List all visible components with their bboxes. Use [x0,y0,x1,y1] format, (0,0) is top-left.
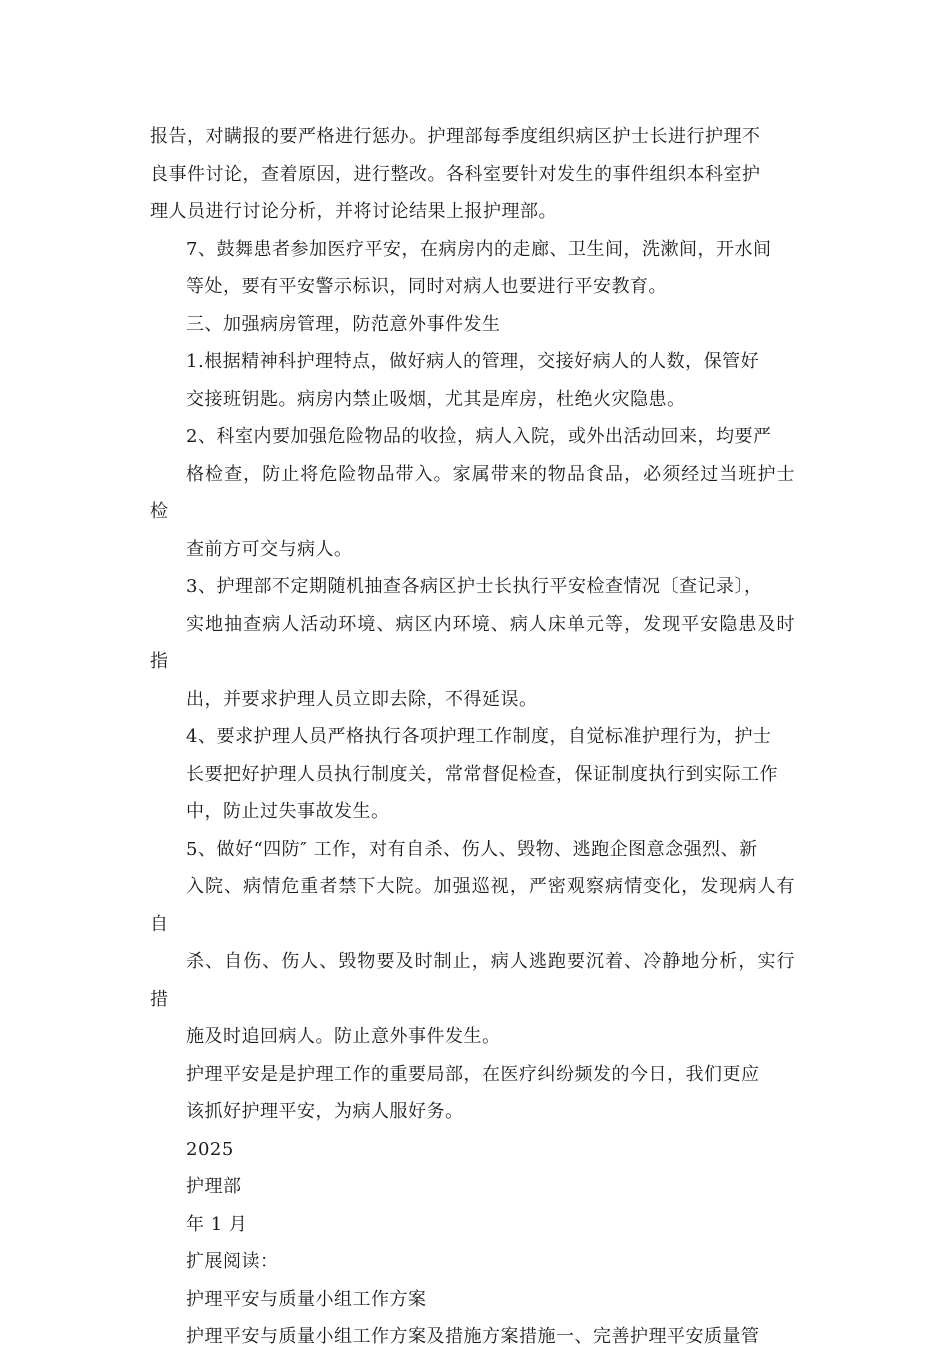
text-line: 中，防止过失事故发生。 [186,801,390,822]
text-line: 查前方可交与病人。 [186,538,353,560]
text-line: 3、护理部不定期随机抽查各病区护士长执行平安检查情况〔查记录〕， [186,576,763,597]
paragraph [150,718,795,831]
text-line: 该抓好护理平安，为病人服好务。 [186,1101,464,1122]
paragraph [150,1206,795,1244]
paragraph [150,306,795,344]
text-line: 4、要求护理人员严格执行各项护理工作制度，自觉标准护理行为，护士 [186,726,772,747]
text-line: 格检查，防止将危险物品带入。家属带来的物品食品，必须经过当班护士检 [150,463,795,522]
text-line: 护理平安与质量小组工作方案 [186,1288,427,1310]
paragraph [150,418,795,568]
text-line: 7、鼓舞患者参加医疗平安，在病房内的走廊、卫生间，洗漱间，开水间 [186,238,772,260]
paragraph [150,1318,795,1356]
paragraph [150,1243,795,1281]
text-line: 护理平安与质量小组工作方案及措施方案措施一、完善护理平安质量管 [186,1326,760,1347]
paragraph [150,1131,795,1169]
paragraph [150,1281,795,1319]
text-line: 交接班钥匙。病房内禁止吸烟，尤其是库房，杜绝火灾隐患。 [186,388,686,410]
text-line: 5、做好“四防″ 工作，对有自杀、伤人、毁物、逃跑企图意念强烈、新 [186,838,758,860]
paragraph [150,1056,795,1131]
paragraph [150,343,795,418]
text-line: 长要把好护理人员执行制度关，常常督促检查，保证制度执行到实际工作 [186,763,778,785]
text-line: 入院、病情危重者禁下大院。加强巡视，严密观察病情变化，发现病人有自 [150,876,795,935]
text-line: 护理部 [186,1176,242,1197]
text-line: 年 1 月 [186,1213,248,1235]
paragraph [150,231,795,306]
text-line: 护理平安是是护理工作的重要局部，在医疗纠纷频发的今日，我们更应 [186,1063,760,1085]
text-line: 施及时追回病人。防止意外事件发生。 [186,1026,501,1047]
text-line: 实地抽查病人活动环境、病区内环境、病人床单元等，发现平安隐患及时指 [150,613,795,672]
text-line: 三、加强病房管理，防范意外事件发生 [186,313,501,335]
paragraph [150,1168,795,1206]
paragraph [150,118,795,231]
text-line: 报告，对瞒报的要严格进行惩办。护理部每季度组织病区护士长进行护理不 [150,126,761,147]
paragraph [150,568,795,718]
text-line: 扩展阅读： [186,1251,279,1272]
text-line: 理人员进行讨论分析，并将讨论结果上报护理部。 [150,201,557,222]
text-line: 等处，要有平安警示标识，同时对病人也要进行平安教育。 [186,276,667,297]
text-line: 1.根据精神科护理特点，做好病人的管理，交接好病人的人数，保管好 [186,351,760,372]
text-line: 2、科室内要加强危险物品的收捡，病人入院，或外出活动回来，均要严 [186,426,772,447]
text-line: 良事件讨论，查着原因，进行整改。各科室要针对发生的事件组织本科室护 [150,163,761,185]
text-line: 杀、自伤、伤人、毁物要及时制止，病人逃跑要沉着、冷静地分析，实行措 [150,951,795,1010]
text-line: 出，并要求护理人员立即去除，不得延误。 [186,688,538,710]
document-body [150,118,795,1356]
paragraph [150,831,795,1056]
text-line: 2025 [186,1138,234,1160]
